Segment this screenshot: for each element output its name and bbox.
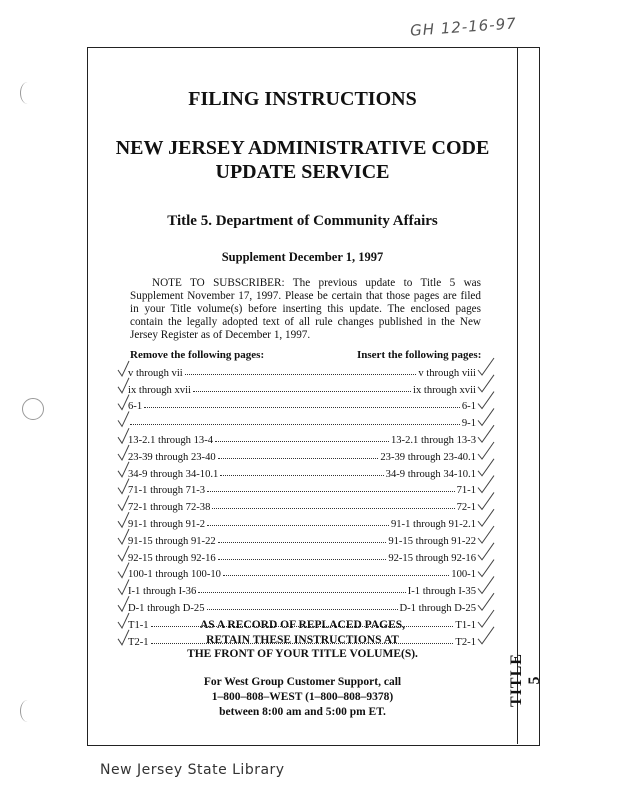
remove-pages: T1-1 [128, 619, 149, 631]
binder-hole-mark [20, 700, 35, 722]
binder-hole-mark [20, 82, 35, 104]
support-phone: 1–800–808–WEST (1–800–808–9378) [211, 691, 394, 703]
page-list-row [128, 530, 476, 547]
page-list-row [128, 463, 476, 480]
dot-leader [220, 475, 383, 476]
remove-pages: 6-1 [128, 401, 143, 413]
record-line: AS A RECORD OF REPLACED PAGES, [199, 619, 406, 631]
record-line: THE FRONT OF YOUR TITLE VOLUME(S). [187, 648, 418, 660]
supplement-date: Supplement December 1, 1997 [221, 250, 384, 264]
insert-pages: 91-1 through 91-2.1 [390, 518, 476, 530]
insert-pages: 34-9 through 34-10.1 [385, 468, 476, 480]
page-list-row [128, 564, 476, 581]
insert-pages: T1-1 [455, 619, 476, 631]
dot-leader [223, 575, 449, 576]
insert-pages: T2-1 [455, 636, 476, 648]
dot-leader [207, 525, 389, 526]
remove-pages: 34-9 through 34-10.1 [128, 468, 219, 480]
dot-leader [218, 458, 379, 459]
remove-pages: 72-1 through 72-38 [128, 502, 211, 514]
remove-pages: 92-15 through 92-16 [128, 552, 216, 564]
code-title-line1: NEW JERSEY ADMINISTRATIVE CODE [115, 137, 490, 159]
remove-pages: I-1 through I-36 [128, 586, 197, 598]
remove-pages: 91-1 through 91-2 [128, 518, 206, 530]
code-title-line2: UPDATE SERVICE [215, 161, 390, 183]
dot-leader [193, 391, 411, 392]
page-list-row [128, 547, 476, 564]
insert-pages: 100-1 [451, 569, 476, 581]
dot-leader [218, 542, 387, 543]
insert-pages: 23-39 through 23-40.1 [380, 451, 476, 463]
support-hours: between 8:00 am and 5:00 pm ET. [219, 706, 386, 718]
page-list-row [128, 429, 476, 446]
page-list-row [128, 412, 476, 429]
insert-pages: 13-2.1 through 13-3 [390, 434, 476, 446]
insert-pages: 72-1 [456, 502, 476, 514]
dot-leader [207, 491, 454, 492]
dot-leader [198, 592, 405, 593]
page-list-row [128, 379, 476, 396]
page-list-row [128, 513, 476, 530]
remove-pages: ix through xvii [128, 384, 191, 396]
title-tab-label: TITLE 5 [508, 653, 543, 707]
record-instructions [95, 618, 510, 662]
remove-pages: 13-2.1 through 13-4 [128, 434, 214, 446]
page-list [128, 362, 476, 648]
remove-pages: 91-15 through 91-22 [128, 535, 216, 547]
dot-leader [130, 424, 460, 425]
insert-pages: I-1 through I-35 [407, 586, 476, 598]
page-heading: FILING INSTRUCTIONS [188, 88, 417, 110]
insert-pages: 92-15 through 92-16 [388, 552, 476, 564]
dot-leader [144, 407, 460, 408]
page-list-row [128, 446, 476, 463]
dot-leader [207, 609, 398, 610]
remove-pages: T2-1 [128, 636, 149, 648]
insert-pages: ix through xvii [413, 384, 476, 396]
page-list-row [128, 480, 476, 497]
remove-pages: D-1 through D-25 [128, 602, 205, 614]
support-line: For West Group Customer Support, call [203, 676, 402, 688]
page-list-row [128, 597, 476, 614]
dot-leader [218, 559, 387, 560]
dot-leader [185, 374, 417, 375]
page-list-row [128, 362, 476, 379]
page-list-row [128, 580, 476, 597]
insert-pages: D-1 through D-25 [399, 602, 476, 614]
dot-leader [212, 508, 454, 509]
library-stamp: New Jersey State Library [100, 762, 285, 778]
customer-support [95, 675, 510, 720]
insert-pages: 9-1 [461, 418, 476, 430]
record-line: RETAIN THESE INSTRUCTIONS AT [206, 633, 399, 646]
insert-pages: 91-15 through 91-22 [388, 535, 476, 547]
remove-pages: v through vii [128, 367, 183, 379]
insert-pages: 6-1 [461, 401, 476, 413]
insert-pages: 71-1 [456, 485, 476, 497]
insert-pages: v through viii [418, 367, 476, 379]
remove-column-header: Remove the following pages: [130, 349, 265, 361]
dot-leader [215, 441, 389, 442]
subscriber-note: NOTE TO SUBSCRIBER: The previous update to Title 5 was Supplement November 17, 1997. Please be certain that those pages are filed in your Title volume(s) before inserting this update. The enclosed pages contain the legally adopted text of all rule changes published in the New Jersey Register as of December 1, 1997. [130, 277, 481, 341]
title-name: Title 5. Department of Community Affairs [167, 213, 438, 229]
insert-column-header: Insert the following pages: [357, 349, 482, 361]
remove-pages: 100-1 through 100-10 [128, 569, 221, 581]
remove-pages: 71-1 through 71-3 [128, 485, 206, 497]
page-list-row [128, 496, 476, 513]
binder-hole [22, 398, 44, 420]
handwritten-initials-date: GH 12-16-97 [409, 14, 518, 40]
tab-divider [517, 47, 518, 744]
remove-pages: 23-39 through 23-40 [128, 451, 216, 463]
code-title [95, 136, 510, 184]
page-list-row [128, 396, 476, 413]
